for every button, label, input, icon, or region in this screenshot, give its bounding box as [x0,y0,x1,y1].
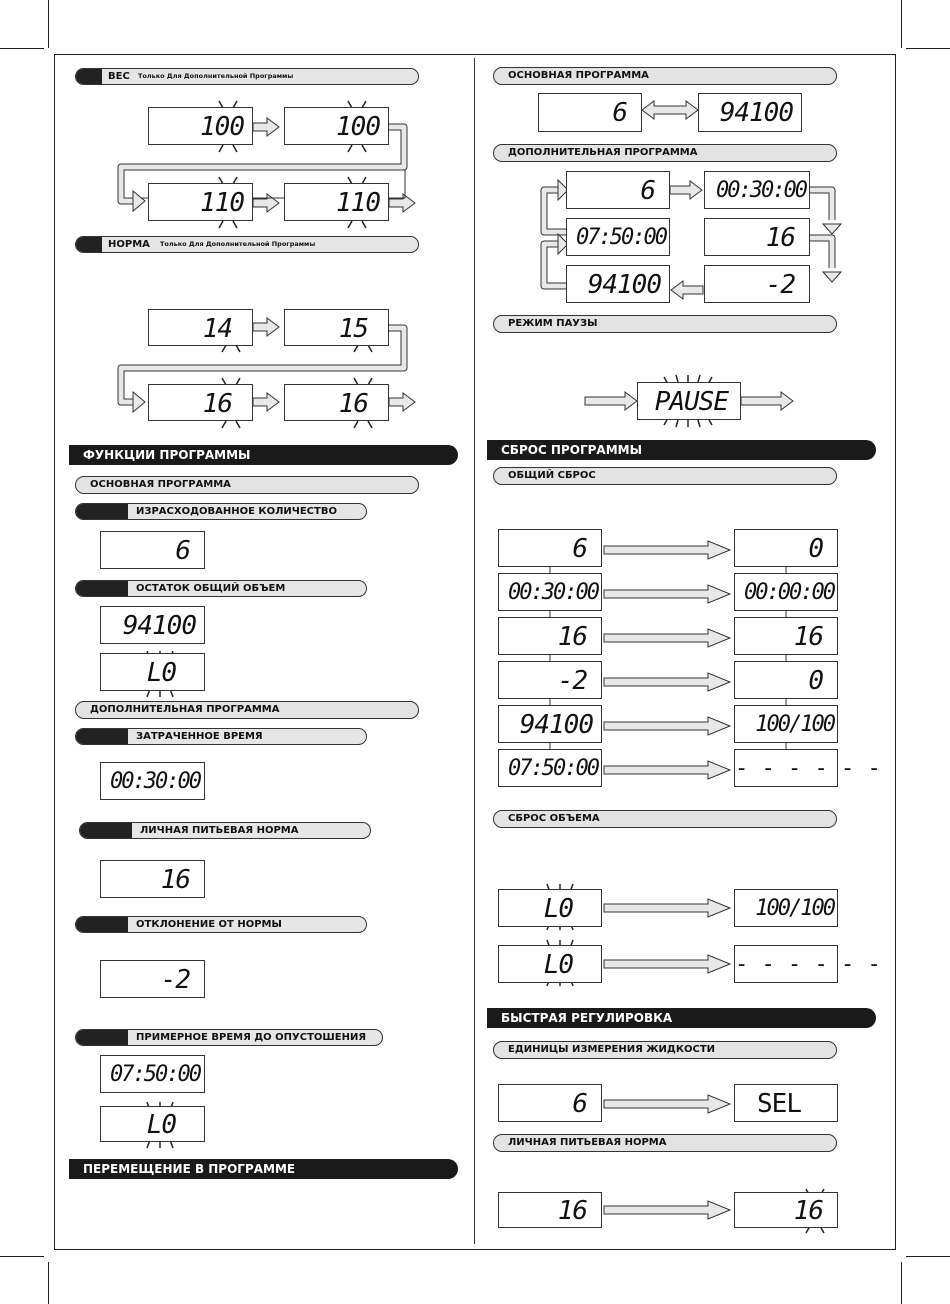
lcd-display: 00:00:00 [734,573,838,611]
personal-norm-adjust-bar: ЛИЧНАЯ ПИТЬЕВАЯ НОРМА [493,1134,837,1152]
personal-norm-label: ЛИЧНАЯ ПИТЬЕВАЯ НОРМА [140,825,299,836]
lcd-display: 100 [284,107,389,145]
lcd-display: 6 [566,171,670,209]
main-program-bar: ОСНОВНАЯ ПРОГРАММА [75,476,419,494]
lcd-display: 07:50:00 [498,749,602,787]
lcd-display: 16 [148,384,253,421]
lcd-display: 100/100 [734,705,838,743]
norm-tag: НОРМА [108,239,150,250]
lcd-display-low: L0 [100,653,205,691]
lcd-display: 6 [538,93,642,132]
weight-note: Только Для Дополнительной Программы [138,72,294,80]
lcd-display-low: L0 [498,945,602,983]
lcd-display: 6 [498,1084,602,1122]
lcd-display-low: L0 [100,1106,205,1142]
total-reset-bar: ОБЩИЙ СБРОС [493,467,837,485]
lcd-display: 15 [284,309,389,346]
quick-adjust-header: БЫСТРАЯ РЕГУЛИРОВКА [487,1008,876,1028]
lcd-display: 110 [148,183,253,221]
norm-note: Только Для Дополнительной Программы [160,240,316,248]
lcd-display-low: L0 [498,889,602,927]
fluid-units-bar: ЕДИНИЦЫ ИЗМЕРЕНИЯ ЖИДКОСТИ [493,1041,837,1059]
lcd-display: 07:50:00 [566,218,670,256]
lcd-display: 00:30:00 [100,762,205,800]
lcd-display: 00:30:00 [704,171,810,209]
remaining-bar [75,580,367,597]
lcd-display-sel: SEL [734,1084,838,1122]
lcd-display: 14 [148,309,253,346]
remaining-label: ОСТАТОК ОБЩИЙ ОБЪЕМ [136,583,286,594]
elapsed-label: ЗАТРАЧЕННОЕ ВРЕМЯ [136,731,263,742]
elapsed-bar [75,728,367,745]
lcd-display: 00:30:00 [498,573,602,611]
lcd-display: 6 [100,531,205,569]
lcd-display: 0 [734,529,838,567]
lcd-display: 16 [498,617,602,655]
lcd-display: 6 [498,529,602,567]
weight-bar [75,68,419,85]
lcd-display: 94100 [100,606,205,644]
lcd-display: 100 [148,107,253,145]
lcd-display: 07:50:00 [100,1055,205,1093]
lcd-display: 16 [284,384,389,421]
personal-norm-bar [79,822,371,839]
navigation-header: ПЕРЕМЕЩЕНИЕ В ПРОГРАММЕ [69,1159,458,1179]
consumed-bar [75,503,367,520]
weight-tag: ВЕС [108,71,130,82]
lcd-display: -2 [498,661,602,699]
lcd-display-pause: PAUSE [637,382,741,420]
time-to-empty-label: ПРИМЕРНОЕ ВРЕМЯ ДО ОПУСТОШЕНИЯ [136,1032,367,1043]
right-extra-program-bar: ДОПОЛНИТЕЛЬНАЯ ПРОГРАММА [493,144,837,162]
consumed-label: ИЗРАСХОДОВАННОЕ КОЛИЧЕСТВО [136,506,337,517]
lcd-display: 110 [284,183,389,221]
lcd-display: 16 [498,1192,602,1228]
lcd-display: - - - - - - [734,749,838,787]
pause-mode-bar: РЕЖИМ ПАУЗЫ [493,315,837,333]
lcd-display: 94100 [566,265,670,303]
lcd-display: 16 [734,617,838,655]
norm-bar [75,236,419,253]
lcd-display: 94100 [498,705,602,743]
deviation-label: ОТКЛОНЕНИЕ ОТ НОРМЫ [136,919,282,930]
time-to-empty-bar [75,1029,383,1046]
extra-program-bar: ДОПОЛНИТЕЛЬНАЯ ПРОГРАММА [75,701,419,719]
lcd-display: 16 [734,1192,838,1228]
lcd-display: 16 [704,218,810,256]
deviation-bar [75,916,367,933]
lcd-display: -2 [100,960,205,998]
program-functions-header: ФУНКЦИИ ПРОГРАММЫ [69,445,458,465]
lcd-display: -2 [704,265,810,303]
lcd-display: 94100 [698,93,802,132]
lcd-display: 0 [734,661,838,699]
right-main-program-bar: ОСНОВНАЯ ПРОГРАММА [493,67,837,85]
volume-reset-bar: СБРОС ОБЪЕМА [493,810,837,828]
lcd-display: 100/100 [734,889,838,927]
program-reset-header: СБРОС ПРОГРАММЫ [487,440,876,460]
lcd-display: 16 [100,860,205,898]
lcd-display: - - - - - - [734,945,838,983]
